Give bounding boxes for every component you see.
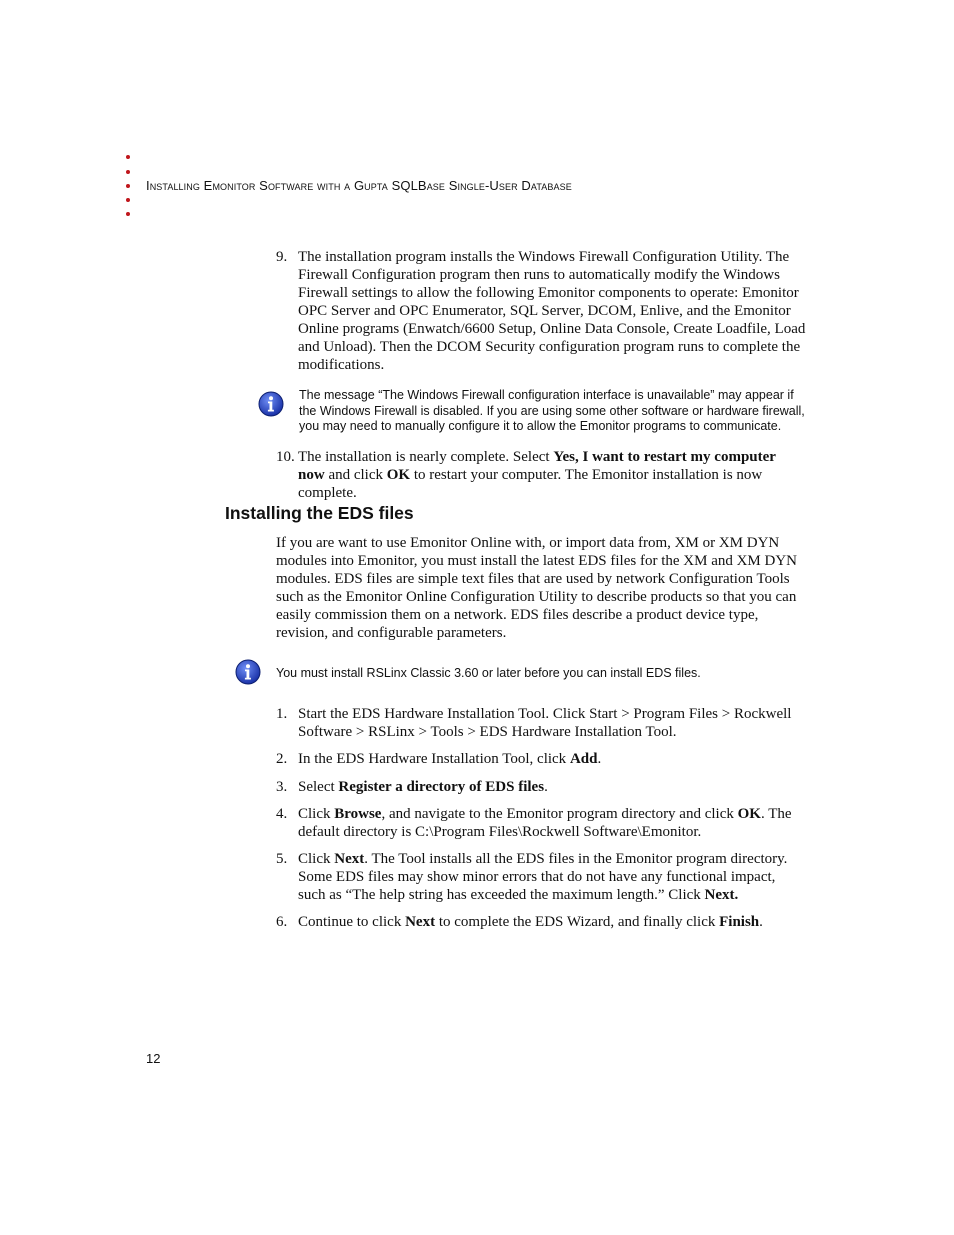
bold-run: OK: [386, 467, 411, 483]
install-step-9: [276, 248, 806, 374]
text-run: .: [544, 779, 548, 795]
text-run: In the EDS Hardware Installation Tool, click: [298, 751, 570, 767]
step-number: 9.: [276, 249, 288, 265]
eds-step-3: [276, 778, 806, 796]
step-number: 4.: [276, 806, 288, 822]
text-run: Select: [298, 779, 339, 795]
note-firewall: The message “The Windows Firewall configuration interface is unavailable” may appear if the Windows Firewall is disabled. If you are using some other software or hardware firewall, you may need to manually configure it to allow the Emonitor programs to communicate.: [299, 388, 805, 434]
bold-run: Finish: [719, 914, 760, 930]
text-run: , and navigate to the Emonitor program directory and click: [381, 806, 738, 822]
step-number: 5.: [276, 851, 288, 867]
text-run: . The Tool installs all the EDS files in the Emonitor program directory. Some EDS files may show minor errors that do not have any functional impact, such as “The help string has exceeded the maximum length.” Click: [298, 851, 788, 903]
eds-step-6: [276, 913, 806, 931]
step-text: [298, 913, 806, 931]
eds-step-1: [276, 705, 806, 741]
eds-step-2: [276, 750, 806, 768]
step-text: [298, 750, 806, 768]
bold-run: Next: [334, 851, 365, 867]
step-text: [298, 778, 806, 796]
bold-run: Yes, I want to restart my computer now: [298, 449, 776, 483]
step-text: [298, 448, 806, 502]
text-run: The installation is nearly complete. Select: [298, 449, 554, 465]
margin-dot: [126, 155, 130, 159]
text-run: and click: [324, 467, 387, 483]
running-header: Installing Emonitor Software with a Gupta SQLBase Single-User Database: [146, 178, 572, 193]
step-number: 2.: [276, 751, 288, 767]
text-run: Click: [298, 806, 335, 822]
note-rslinx: You must install RSLinx Classic 3.60 or later before you can install EDS files.: [276, 666, 701, 680]
info-icon: [235, 659, 261, 685]
margin-dot: [126, 170, 130, 174]
step-text: The installation program installs the Windows Firewall Configuration Utility. The Firewall Configuration program then runs to automatically modify the Windows Firewall settings to allow the following Emonitor components to operate: Emonitor OPC Server and OPC Enumerator, SQL Server, DCOM, Enlive, and the Emonitor Online programs (Enwatch/6600 Setup, Online Data Console, Create Loadfile, Load and Unload). Then the DCOM Security configuration program runs to complete the modifications.: [298, 249, 806, 373]
step-text: [298, 850, 806, 904]
bold-run: OK: [737, 806, 761, 822]
install-step-10: [276, 448, 806, 502]
step-number: 10.: [276, 449, 295, 465]
bold-run: Register a directory of EDS files: [338, 779, 545, 795]
info-icon: [258, 391, 284, 417]
margin-dot: [126, 212, 130, 216]
text-run: .: [597, 751, 602, 767]
text-run: Click: [298, 851, 335, 867]
step-text: Start the EDS Hardware Installation Tool. Click Start > Program Files > Rockwell Software > RSLinx > Tools > EDS Hardware Installation Tool.: [298, 706, 792, 740]
step-number: 1.: [276, 706, 288, 722]
eds-step-5: [276, 850, 806, 904]
text-run: to complete the EDS Wizard, and finally click: [435, 914, 720, 930]
step-text: [298, 805, 806, 841]
margin-dot: [126, 184, 130, 188]
step-number: 6.: [276, 914, 288, 930]
bold-run: Next.: [704, 887, 739, 903]
margin-dot: [126, 198, 130, 202]
step-number: 3.: [276, 779, 288, 795]
bold-run: Browse: [334, 806, 382, 822]
section-paragraph: If you are want to use Emonitor Online with, or import data from, XM or XM DYN modules into Emonitor, you must install the latest EDS files for the XM and XM DYN modules. EDS files are simple text files that are used by network Configuration Tools such as the Emonitor Online Configuration Utility to describe products so that you can easily commission them on a network. EDS files describe a product device type, revision, and configurable parameters.: [276, 535, 798, 641]
bold-run: Next: [405, 914, 436, 930]
text-run: to restart your computer. The Emonitor installation is now complete.: [298, 467, 763, 501]
eds-step-4: [276, 805, 806, 841]
text-run: . The default directory is C:\Program Files\Rockwell Software\Emonitor.: [298, 806, 792, 840]
text-run: Continue to click: [298, 914, 406, 930]
section-heading: Installing the EDS files: [225, 503, 414, 523]
text-run: .: [759, 914, 763, 930]
page-number: 12: [146, 1051, 161, 1066]
bold-run: Add: [569, 751, 598, 767]
